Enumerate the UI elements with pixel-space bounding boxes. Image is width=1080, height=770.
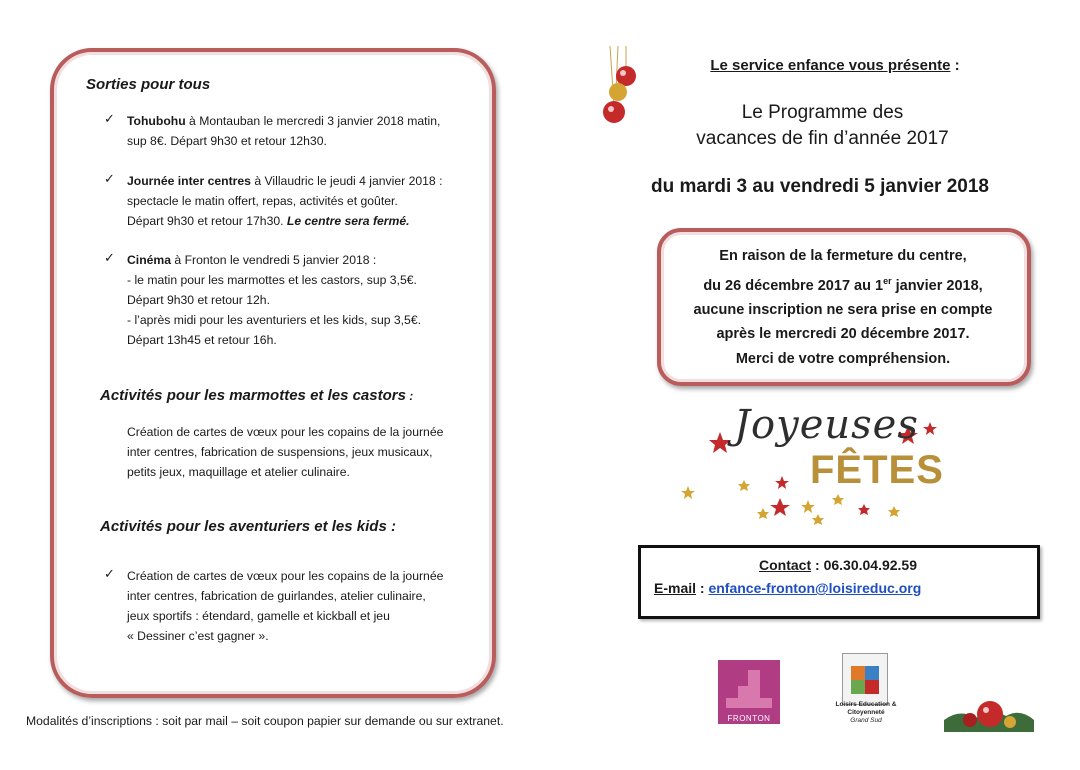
- email-link[interactable]: enfance-fronton@loisireduc.org: [708, 580, 922, 596]
- check-icon: ✓: [104, 171, 115, 186]
- contact-email: E-mail : enfance-fronton@loisireduc.org: [654, 580, 922, 596]
- fronton-logo-label: FRONTON: [727, 714, 771, 723]
- aventuriers-title: Activités pour les aventuriers et les kids :: [100, 518, 396, 535]
- programme-title: Le Programme des vacances de fin d’année 2017: [696, 102, 949, 149]
- aventuriers-description: Création de cartes de vœux pour les copains de la journée inter centres, fabrication de guirlandes, atelier culinaire, jeux sportifs : étendard, gamelle et kickball et jeu « Dessiner c’est gagner ».: [127, 569, 444, 643]
- marmottes-title: Activités pour les marmottes et les castors :: [100, 387, 414, 404]
- check-icon: ✓: [104, 111, 115, 126]
- check-icon: ✓: [104, 566, 115, 581]
- marmottes-description: Création de cartes de vœux pour les copains de la journée inter centres, fabrication de suspensions, jeux musicaux, petits jeux, maquillage et atelier culinaire.: [127, 425, 444, 479]
- loisirs-logo-text: Loisirs Education & Citoyenneté Grand Sud: [835, 701, 897, 724]
- loisirs-education-logo: [842, 653, 888, 705]
- sortie-cinema: Cinéma à Fronton le vendredi 5 janvier 2018 : - le matin pour les marmottes et les castors, sup 3,5€. Départ 9h30 et retour 12h. - l’après midi pour les aventuriers et les kids, sup 3,5€. Départ 13h45 et retour 16h.: [127, 253, 421, 347]
- closure-notice: En raison de la fermeture du centre, du 26 décembre 2017 au 1er janvier 2018, aucune inscription ne sera prise en compte après le mercredi 20 décembre 2017. Merci de votre compréhension.: [693, 248, 993, 367]
- sortie-inter-centres: Journée inter centres à Villaudric le jeudi 4 janvier 2018 : spectacle le matin offert, repas, activités et goûter. Départ 9h30 et retour 17h30. Le centre sera fermé.: [127, 174, 443, 228]
- fetes-text: FÊTES: [810, 448, 944, 492]
- check-icon: ✓: [104, 250, 115, 265]
- sorties-title: Sorties pour tous: [86, 76, 211, 93]
- christmas-bauble-decoration-icon: [940, 680, 1036, 740]
- dates-heading: du mardi 3 au vendredi 5 janvier 2018: [651, 176, 989, 197]
- presente-heading: Le service enfance vous présente :: [710, 57, 960, 74]
- sortie-tohubohu: Tohubohu à Montauban le mercredi 3 janvier 2018 matin, sup 8€. Départ 9h30 et retour 12h30.: [127, 114, 441, 148]
- joyeuses-text: Joyeuses: [734, 402, 919, 448]
- loisirs-emblem-icon: [843, 654, 887, 704]
- fronton-castle-icon: [718, 660, 780, 714]
- contact-phone: Contact : 06.30.04.92.59: [759, 557, 917, 573]
- inscription-note: Modalités d’inscriptions : soit par mail – soit coupon papier sur demande ou sur extranet.: [26, 714, 504, 728]
